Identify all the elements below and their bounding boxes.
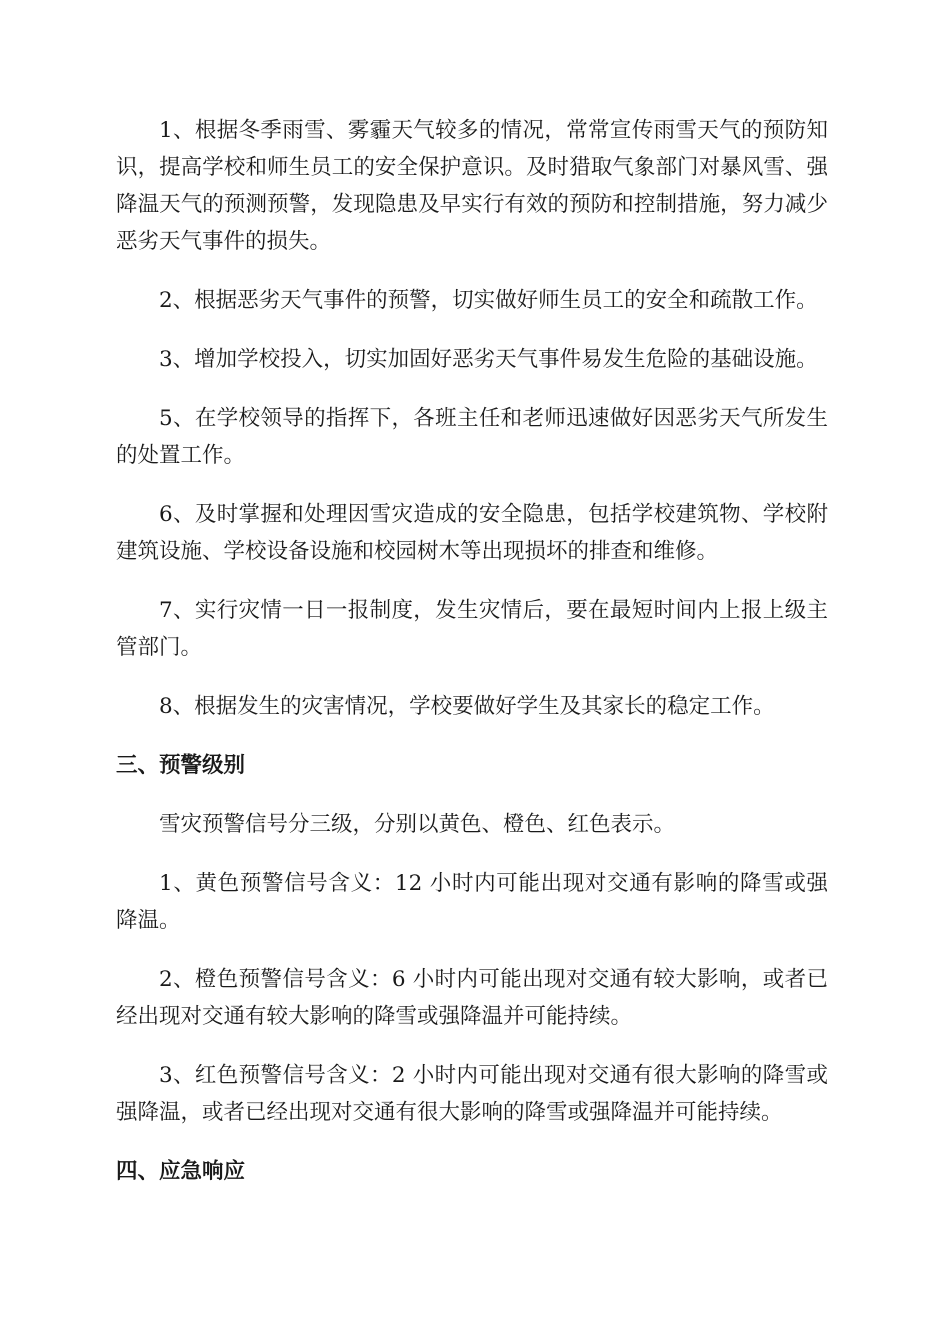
paragraph-item-1: 1、根据冬季雨雪、雾霾天气较多的情况，常常宣传雨雪天气的预防知识，提高学校和师生员工的安全保护意识。及时猎取气象部门对暴风雪、强降温天气的预测预警，发现隐患及早实行有效的预防和控制措施，努力减少恶劣天气事件的损失。 bbox=[116, 118, 828, 254]
orange-warning-paragraph: 2、橙色预警信号含义：6 小时内可能出现对交通有较大影响，或者已经出现对交通有较大影响的降雪或强降温并可能持续。 bbox=[116, 967, 828, 1029]
red-warning-paragraph: 3、红色预警信号含义：2 小时内可能出现对交通有很大影响的降雪或强降温，或者已经出现对交通有很大影响的降雪或强降温并可能持续。 bbox=[116, 1063, 828, 1125]
section-heading-emergency-response: 四、应急响应 bbox=[116, 1159, 246, 1184]
paragraph-item-7: 7、实行灾情一日一报制度，发生灾情后，要在最短时间内上报上级主管部门。 bbox=[116, 598, 828, 660]
document-body bbox=[116, 112, 828, 1212]
yellow-warning-paragraph: 1、黄色预警信号含义：12 小时内可能出现对交通有影响的降雪或强降温。 bbox=[116, 871, 828, 933]
paragraph-item-5: 5、在学校领导的指挥下，各班主任和老师迅速做好因恶劣天气所发生的处置工作。 bbox=[116, 406, 828, 468]
section-heading-warning-levels: 三、预警级别 bbox=[116, 753, 246, 778]
paragraph-item-6: 6、及时掌握和处理因雪灾造成的安全隐患，包括学校建筑物、学校附建筑设施、学校设备设施和校园树木等出现损坏的排查和维修。 bbox=[116, 502, 828, 564]
paragraph-item-2: 2、根据恶劣天气事件的预警，切实做好师生员工的安全和疏散工作。 bbox=[159, 288, 818, 313]
paragraph-item-8: 8、根据发生的灾害情况，学校要做好学生及其家长的稳定工作。 bbox=[159, 694, 775, 719]
warning-intro-paragraph: 雪灾预警信号分三级，分别以黄色、橙色、红色表示。 bbox=[159, 812, 676, 837]
paragraph-item-3: 3、增加学校投入，切实加固好恶劣天气事件易发生危险的基础设施。 bbox=[159, 347, 818, 372]
